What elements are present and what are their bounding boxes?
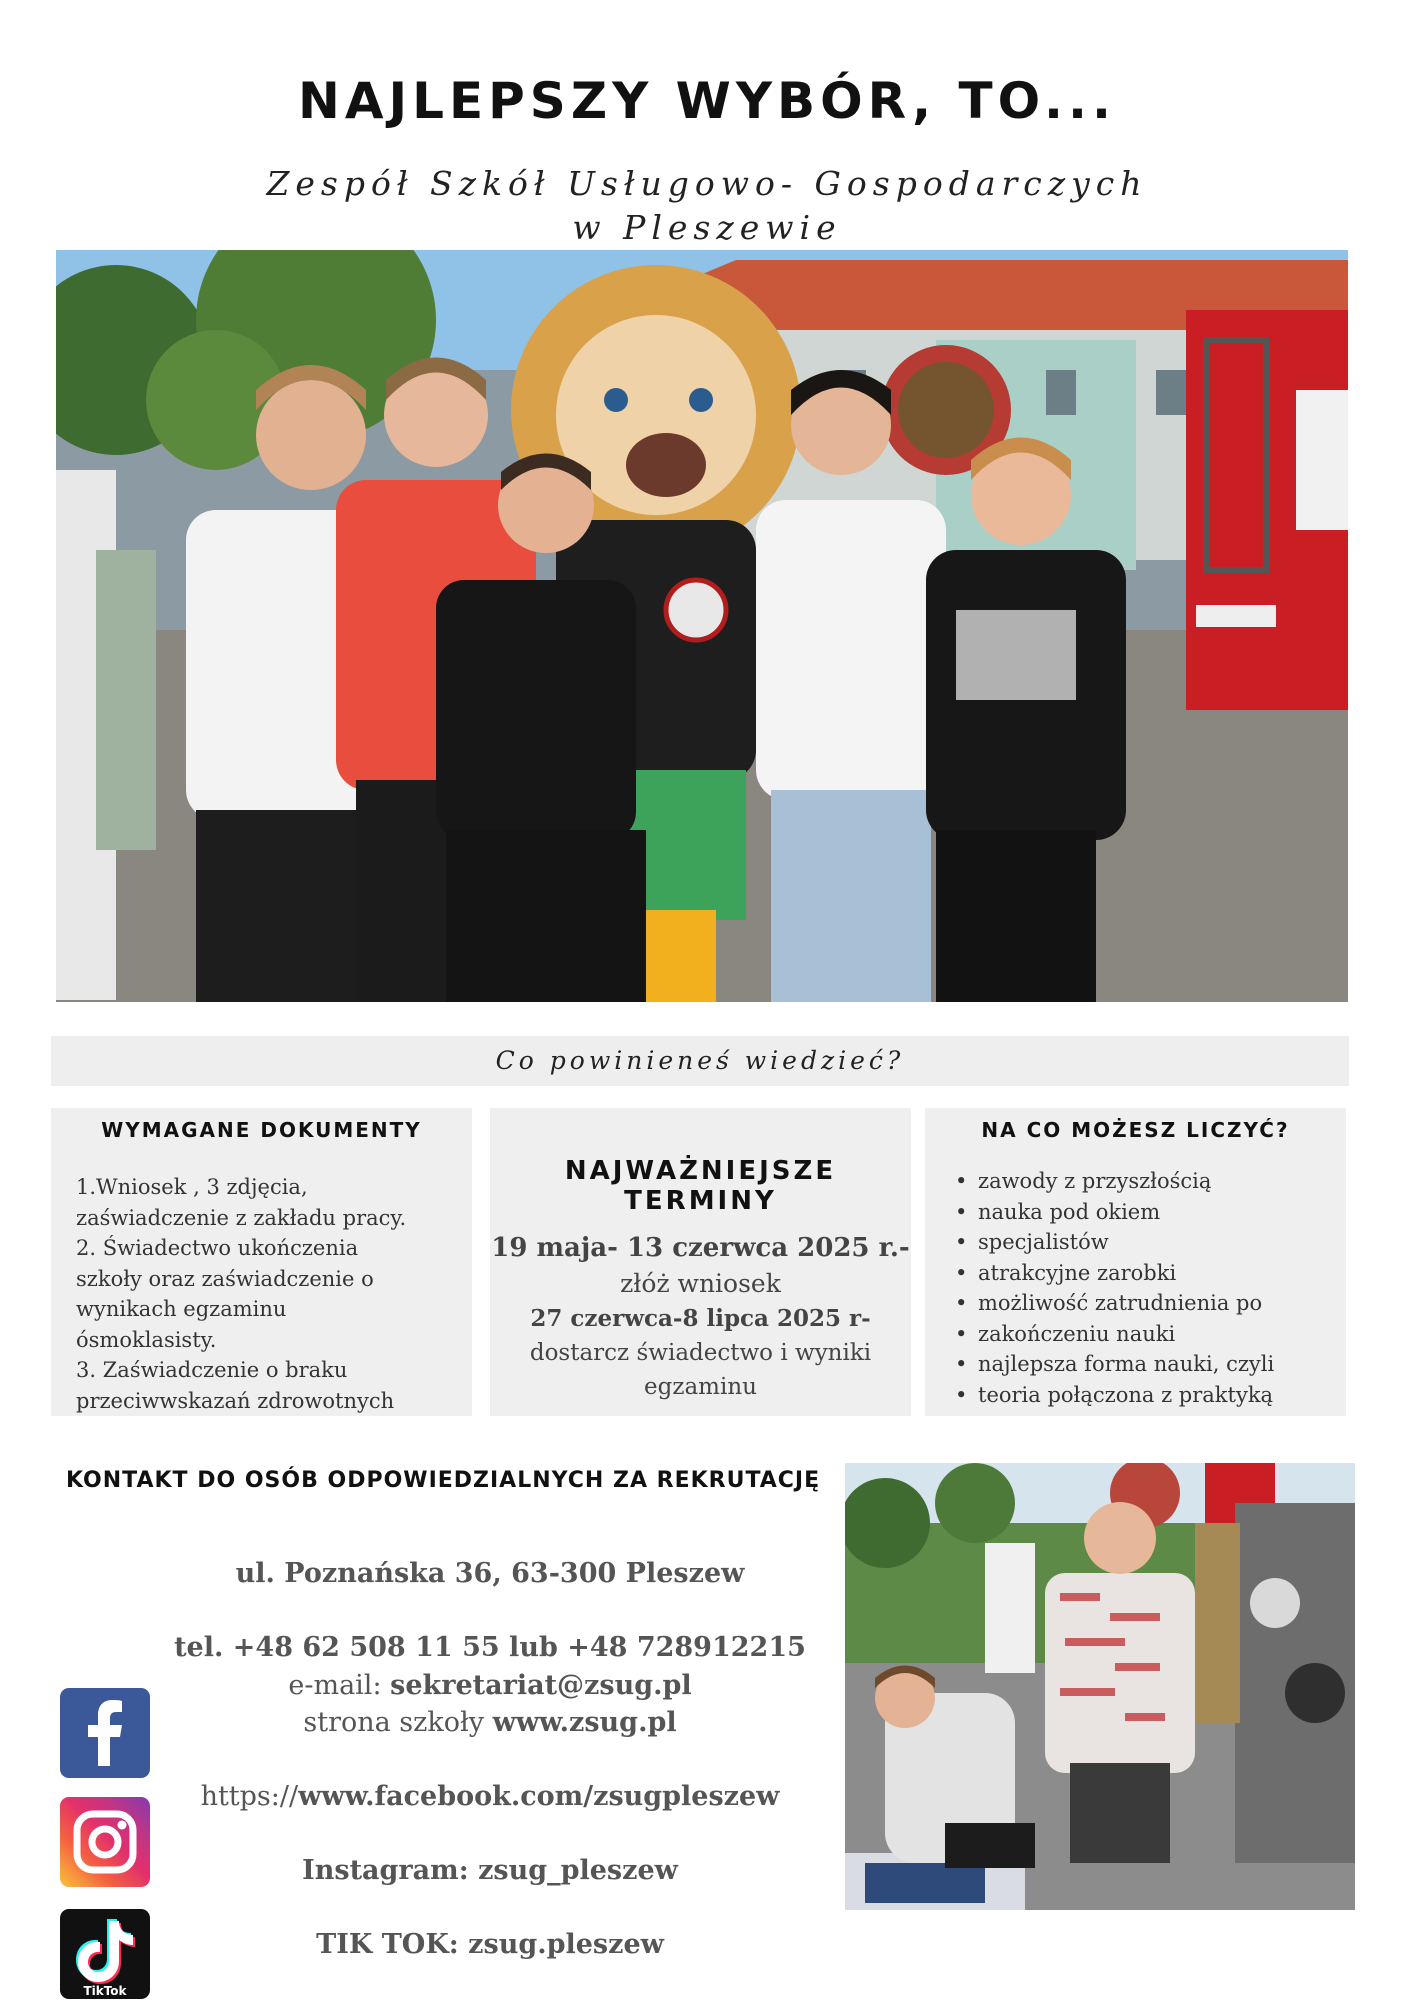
benefit-item: • atrakcyjne zarobki bbox=[955, 1258, 1346, 1289]
contact-email-row bbox=[150, 1670, 830, 1701]
benefits-list bbox=[955, 1166, 1346, 1410]
benefit-item: • zawody z przyszłością bbox=[955, 1166, 1346, 1197]
secondary-photo bbox=[845, 1463, 1355, 1910]
documents-list bbox=[76, 1172, 472, 1416]
term-date-1: 19 maja- 13 czerwca 2025 r.- bbox=[491, 1233, 910, 1263]
documents-line: 2. Świadectwo ukończenia bbox=[76, 1236, 359, 1260]
documents-panel bbox=[51, 1108, 472, 1416]
website-link[interactable]: www.zsug.pl bbox=[492, 1707, 677, 1738]
documents-line: przeciwwskazań zdrowotnych bbox=[76, 1388, 395, 1413]
school-city: w Pleszewie bbox=[572, 208, 842, 247]
terms-list bbox=[490, 1230, 911, 1404]
benefits-panel bbox=[925, 1108, 1346, 1416]
benefit-item: • nauka pod okiem bbox=[955, 1197, 1346, 1228]
contact-address: ul. Poznańska 36, 63-300 Pleszew bbox=[235, 1558, 745, 1589]
documents-line: 1.Wniosek , 3 zdjęcia, bbox=[76, 1175, 308, 1199]
documents-line: ósmoklasisty. bbox=[76, 1327, 217, 1352]
main-photo bbox=[56, 250, 1348, 1002]
terms-heading: NAJWAŻNIEJSZE TERMINY bbox=[564, 1156, 837, 1216]
school-name: Zespół Szkół Usługowo- Gospodarczych bbox=[266, 164, 1148, 203]
documents-line: zaświadczenie z zakładu pracy. bbox=[76, 1205, 407, 1230]
documents-heading: WYMAGANE DOKUMENTY bbox=[101, 1118, 422, 1142]
email-link[interactable]: sekretariat@zsug.pl bbox=[390, 1670, 692, 1701]
contact-instagram[interactable]: Instagram: zsug_pleszew bbox=[302, 1855, 678, 1886]
benefit-item-cont: • zakończeniu nauki bbox=[955, 1319, 1346, 1350]
question-bar: Co powinieneś wiedzieć? bbox=[51, 1036, 1349, 1086]
contact-phone: tel. +48 62 508 11 55 lub +48 728912215 bbox=[174, 1632, 806, 1663]
tiktok-label: TikTok bbox=[83, 1984, 127, 1998]
term-action-2-cont: egzaminu bbox=[644, 1374, 757, 1400]
benefits-heading: NA CO MOŻESZ LICZYĆ? bbox=[981, 1118, 1290, 1142]
tiktok-icon[interactable] bbox=[60, 1909, 150, 1999]
instagram-icon[interactable] bbox=[60, 1797, 150, 1887]
terms-panel bbox=[490, 1108, 911, 1416]
term-date-2: 27 czerwca-8 lipca 2025 r- bbox=[530, 1305, 871, 1332]
term-action-2: dostarcz świadectwo i wyniki bbox=[529, 1340, 872, 1366]
facebook-icon[interactable] bbox=[60, 1688, 150, 1778]
documents-line: szkoły oraz zaświadczenie o bbox=[76, 1266, 374, 1291]
contact-heading: KONTAKT DO OSÓB ODPOWIEDZIALNYCH ZA REKRUTACJĘ bbox=[66, 1468, 821, 1493]
contact-website-row bbox=[150, 1707, 830, 1738]
contact-tiktok[interactable]: TIK TOK: zsug.pleszew bbox=[316, 1929, 664, 1960]
email-label: e-mail: bbox=[288, 1670, 391, 1701]
benefit-item-cont: • teoria połączona z praktyką bbox=[955, 1380, 1346, 1411]
documents-line: wynikach egzaminu bbox=[76, 1297, 287, 1321]
facebook-prefix: https:// bbox=[200, 1781, 299, 1812]
documents-line: 3. Zaświadczenie o braku bbox=[76, 1358, 348, 1382]
page-title: NAJLEPSZY WYBÓR, TO... bbox=[298, 72, 1116, 130]
website-label: strona szkoły bbox=[303, 1707, 493, 1738]
term-action-1: złóż wniosek bbox=[620, 1269, 781, 1298]
contact-facebook-row bbox=[150, 1781, 830, 1812]
benefit-item-cont: • specjalistów bbox=[955, 1227, 1346, 1258]
benefit-item: • możliwość zatrudnienia po bbox=[955, 1288, 1346, 1319]
benefit-item: • najlepsza forma nauki, czyli bbox=[955, 1349, 1346, 1380]
facebook-link[interactable]: www.facebook.com/zsugpleszew bbox=[298, 1781, 780, 1812]
